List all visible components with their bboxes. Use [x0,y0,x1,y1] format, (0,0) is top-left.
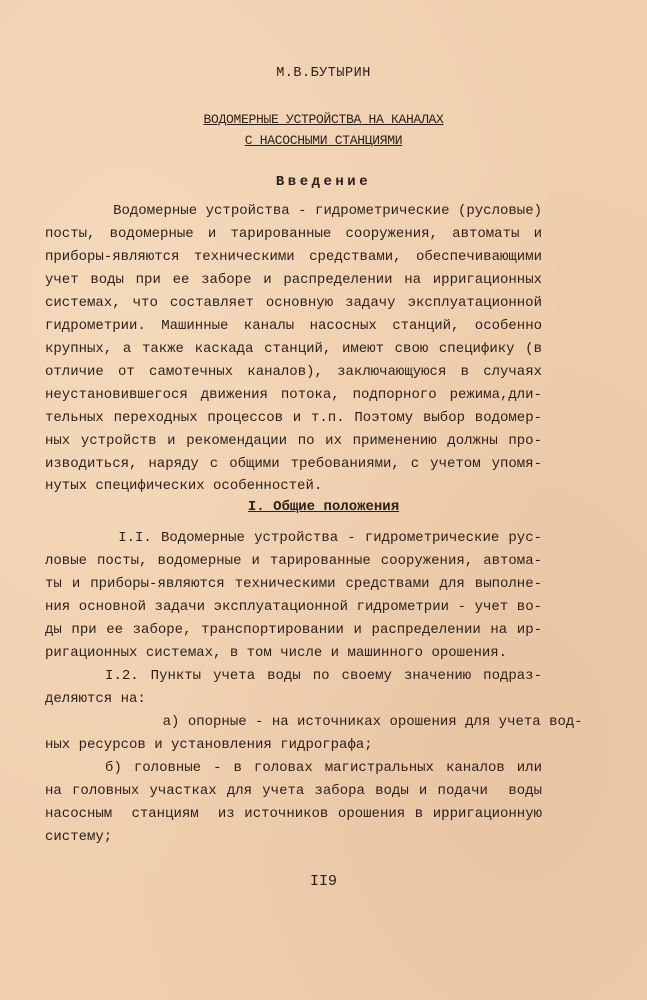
intro-line: Водомерные устройства - гидрометрические (русловые) [45,203,542,219]
section-line: ния основной задачи эксплуатационной гидрометрии - учет во- [45,599,542,615]
section-line: систему; [45,829,113,845]
intro-line: изводиться, наряду с общими требованиями, с учетом упомя- [45,456,542,472]
intro-line: нутых специфических особенностей. [45,478,323,494]
section-line: I.I. Водомерные устройства - гидрометрические рус- [45,530,542,546]
intro-line: приборы-являются техническими средствами, обеспечивающими [45,249,542,265]
section-line: ных ресурсов и установления гидрографа; [45,737,373,753]
section-line: насосным станциям из источников орошения в ирригационную [45,806,542,822]
intro-line: учет воды при ее заборе и распределении на ирригационных [45,272,542,288]
intro-line: ных устройств и рекомендации по их применению должны про- [45,433,542,449]
section-line: ригационных системах, в том числе и машинного орошения. [45,645,508,661]
intro-line: крупных, а также каскада станций, имеют свою специфику (в [45,341,542,357]
section-line: а) опорные - на источниках орошения для учета вод- [45,714,583,730]
author-name: М.В.БУТЫРИН [276,66,371,81]
section-line: ловые посты, водомерные и тарированные сооружения, автома- [45,553,542,569]
section-line: ды при ее заборе, транспортировании и распределении на ир- [45,622,542,638]
section-line: на головных участках для учета забора воды и подачи воды [45,783,542,799]
section-heading: I. Общие положения [247,499,400,515]
title-line-2: С НАСОСНЫМИ СТАНЦИЯМИ [244,133,403,148]
intro-heading: Введение [275,174,372,190]
intro-line: тельных переходных процессов и т.п. Поэтому выбор водомер- [45,410,542,426]
title-line-1: ВОДОМЕРНЫЕ УСТРОЙСТВА НА КАНАЛАХ [203,112,444,127]
section-line: I.2. Пункты учета воды по своему значению подраз- [45,668,542,684]
intro-line: гидрометрии. Машинные каналы насосных станций, особенно [45,318,542,334]
intro-line: посты, водомерные и тарированные сооружения, автоматы и [45,226,542,242]
page-number: II9 [309,873,337,890]
intro-line: системах, что составляет основную задачу эксплуатационной [45,295,542,311]
intro-line: отличие от самотечных каналов), заключающуюся в случаях [45,364,542,380]
section-line: б) головные - в головах магистральных каналов или [45,760,542,776]
section-line: ты и приборы-являются техническими средствами для выполне- [45,576,542,592]
intro-line: неустановившегося движения потока, подпорного режима,дли- [45,387,542,403]
section-line: деляются на: [45,691,146,707]
